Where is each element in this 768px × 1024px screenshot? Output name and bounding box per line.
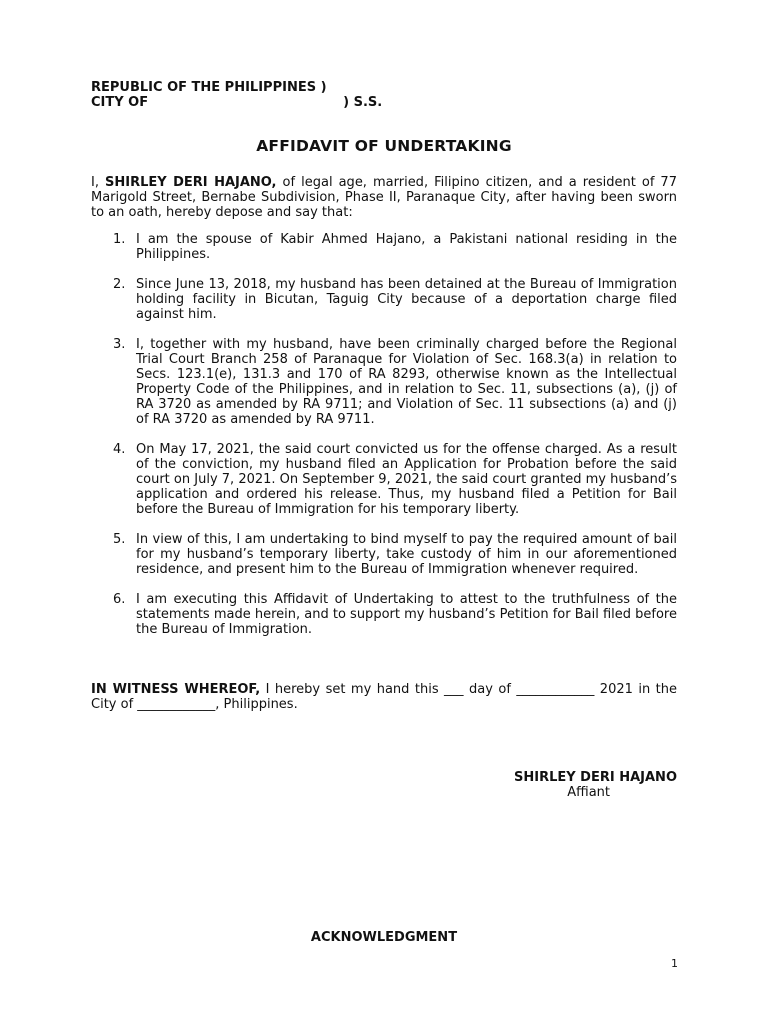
statement-item xyxy=(91,337,677,427)
statement-text: I, together with my husband, have been criminally charged before the Regional Trial Court Branch 258 of Paranaque for Violation of Sec. 168.3(a) in relation to Secs. 123.1(e), 131.3 and 170 of RA 8293, otherwise known as the Intellectual Property Code of the Philippines, and in relation to Sec. 11, subsections (a), (j) of RA 3720 as amended by RA 9711; and Violation of Sec. 11 subsections (a) and (j) of RA 3720 as amended by RA 9711. xyxy=(136,337,677,427)
acknowledgment-heading: ACKNOWLEDGMENT xyxy=(310,930,458,945)
caption-city-label: CITY OF xyxy=(91,95,149,110)
signatory-role: Affiant xyxy=(567,785,610,800)
witness-text: I hereby set my hand this ___ day of ____________ 2021 in the City of ____________, Philippines. xyxy=(91,682,677,712)
statement-text: In view of this, I am undertaking to bind myself to pay the required amount of bail for my husband’s temporary liberty, take custody of him in our aforementioned residence, and present him to the Bureau of Immigration whenever required. xyxy=(136,532,677,577)
statement-number: 6. xyxy=(113,592,126,607)
statement-number: 1. xyxy=(113,232,126,247)
signatory-name: SHIRLEY DERI HAJANO xyxy=(513,770,677,785)
intro-text: of legal age, married, Filipino citizen, and a resident of 77 Marigold Street, Bernabe Subdivision, Phase II, Paranaque City, after having been sworn to an oath, hereby depose and say that: xyxy=(91,175,677,220)
statement-item xyxy=(91,592,677,637)
witness-clause xyxy=(91,682,677,712)
statement-text: I am executing this Affidavit of Undertaking to attest to the truthfulness of the statements made herein, and to support my husband’s Petition for Bail filed before the Bureau of Immigration. xyxy=(136,592,677,637)
statement-number: 3. xyxy=(113,337,126,352)
affiant-name-inline: SHIRLEY DERI HAJANO, xyxy=(105,175,277,190)
caption-line-republic: REPUBLIC OF THE PHILIPPINES ) xyxy=(91,80,327,95)
numbered-statements xyxy=(91,232,677,652)
statement-number: 4. xyxy=(113,442,126,457)
caption-line-city xyxy=(91,95,382,110)
statement-number: 5. xyxy=(113,532,126,547)
intro-prefix: I, xyxy=(91,175,106,190)
intro-paragraph xyxy=(91,175,677,220)
statement-item xyxy=(91,277,677,322)
signature-block xyxy=(0,770,677,800)
statement-text: Since June 13, 2018, my husband has been detained at the Bureau of Immigration holding facility in Bicutan, Taguig City because of a deportation charge filed against him. xyxy=(136,277,677,322)
statement-text: I am the spouse of Kabir Ahmed Hajano, a Pakistani national residing in the Philippines. xyxy=(136,232,677,262)
statement-item xyxy=(91,532,677,577)
statement-item xyxy=(91,442,677,517)
statement-number: 2. xyxy=(113,277,126,292)
venue-caption xyxy=(91,80,382,110)
statement-item xyxy=(91,232,677,262)
page-number: 1 xyxy=(671,957,678,970)
witness-lead: IN WITNESS WHEREOF, xyxy=(91,682,261,697)
statement-text: On May 17, 2021, the said court convicted us for the offense charged. As a result of the conviction, my husband filed an Application for Probation before the said court on July 7, 2021. On September 9, 2021, the said court granted my husband’s application and ordered his release. Thus, my husband filed a Petition for Bail before the Bureau of Immigration for his temporary liberty. xyxy=(136,442,677,517)
document-title: AFFIDAVIT OF UNDERTAKING xyxy=(256,137,512,155)
caption-ss: ) S.S. xyxy=(343,95,383,110)
